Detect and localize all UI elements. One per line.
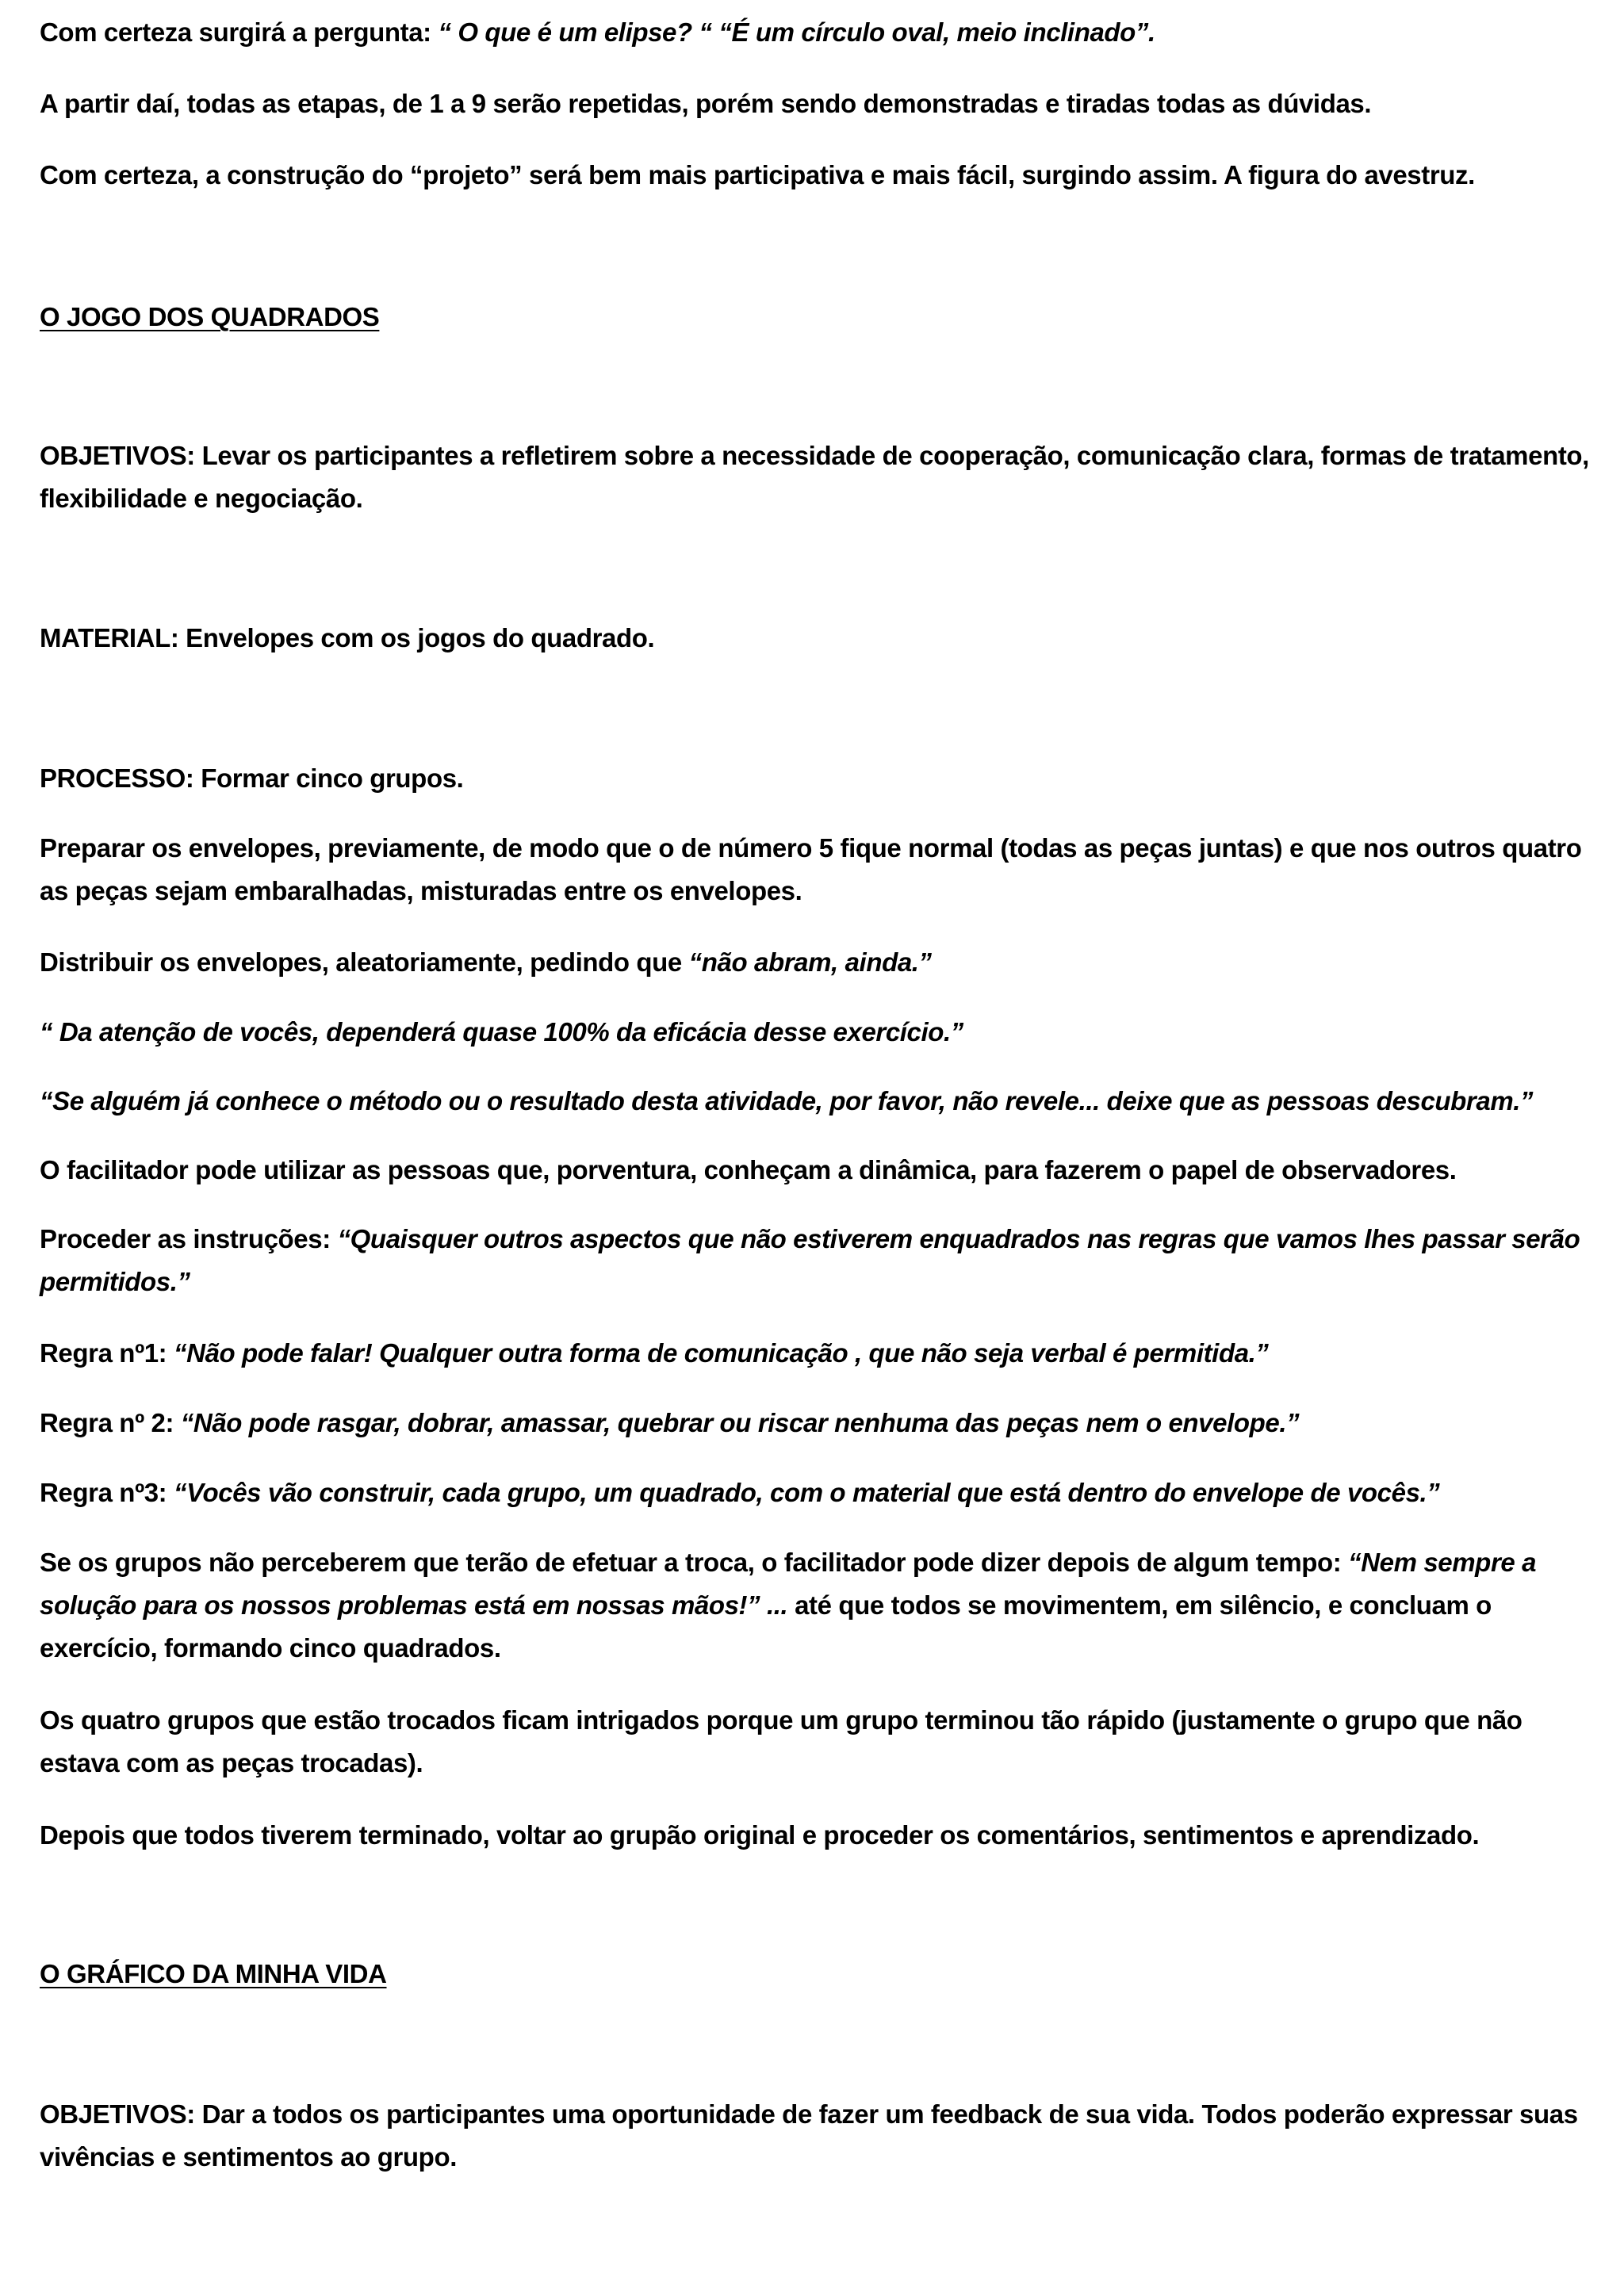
jogo-regra-2 xyxy=(40,1402,1594,1445)
jogo-atencao-quote: “ Da atenção de vocês, dependerá quase 100% da eficácia desse exercício.” xyxy=(40,1017,963,1047)
jogo-preparar: Preparar os envelopes, previamente, de modo que o de número 5 fique normal (todas as peças juntas) e que nos outros quatro as peças sejam embaralhadas, misturadas entre os envelopes. xyxy=(40,833,1582,905)
jogo-proceder xyxy=(40,1218,1594,1303)
regra-3-label: Regra nº3: xyxy=(40,1478,174,1507)
grafico-objetivos: OBJETIVOS: Dar a todos os participantes uma oportunidade de fazer um feedback de sua vida. Todos poderão expressar suas vivências e sentimentos ao grupo. xyxy=(40,2099,1578,2172)
jogo-regra-3 xyxy=(40,1471,1594,1514)
intro-quote: “ O que é um elipse? “ “É um círculo oval, meio inclinado”. xyxy=(438,17,1155,47)
proceder-quote: “Quaisquer outros aspectos que não estiverem enquadrados nas regras que vamos lhes passar serão permitidos.” xyxy=(40,1224,1580,1296)
jogo-se-grupos xyxy=(40,1541,1594,1670)
jogo-se-alguem-quote: “Se alguém já conhece o método ou o resultado desta atividade, por favor, não revele... deixe que as pessoas descubram.” xyxy=(40,1086,1534,1115)
jogo-depois: Depois que todos tiverem terminado, voltar ao grupão original e proceder os comentários, sentimentos e aprendizado. xyxy=(40,1820,1480,1850)
intro-paragraph-3: Com certeza, a construção do “projeto” será bem mais participativa e mais fácil, surgindo assim. A figura do avestruz. xyxy=(40,160,1475,189)
distribuir-text: Distribuir os envelopes, aleatoriamente, pedindo que xyxy=(40,947,689,977)
regra-1-text: “Não pode falar! Qualquer outra forma de comunicação , que não seja verbal é permitida.” xyxy=(174,1338,1269,1368)
intro-paragraph-1 xyxy=(40,11,1594,54)
jogo-regra-1 xyxy=(40,1332,1594,1375)
jogo-material: MATERIAL: Envelopes com os jogos do quadrado. xyxy=(40,623,655,652)
distribuir-quote: “não abram, ainda.” xyxy=(688,947,932,977)
jogo-quatro-grupos: Os quatro grupos que estão trocados ficam intrigados porque um grupo terminou tão rápido (justamente o grupo que não estava com as peças trocadas). xyxy=(40,1705,1522,1777)
jogo-objetivos: OBJETIVOS: Levar os participantes a refletirem sobre a necessidade de cooperação, comunicação clara, formas de tratamento, flexibilidade e negociação. xyxy=(40,441,1589,513)
intro-paragraph-2: A partir daí, todas as etapas, de 1 a 9 serão repetidas, porém sendo demonstradas e tiradas todas as dúvidas. xyxy=(40,89,1372,118)
se-grupos-quote: “Nem sempre a solução para os nossos problemas está em nossas mãos!” ... xyxy=(40,1548,1537,1620)
jogo-distribuir xyxy=(40,941,1594,984)
se-grupos-text: Se os grupos não perceberem que terão de efetuar a troca, o facilitador pode dizer depois de algum tempo: xyxy=(40,1548,1349,1577)
se-grupos-text-end: até que todos se movimentem, em silêncio, e concluam o exercício, formando cinco quadrados. xyxy=(40,1590,1492,1663)
regra-1-label: Regra nº1: xyxy=(40,1338,174,1368)
proceder-text: Proceder as instruções: xyxy=(40,1224,338,1253)
jogo-facilitador: O facilitador pode utilizar as pessoas que, porventura, conheçam a dinâmica, para fazerem o papel de observadores. xyxy=(40,1155,1457,1184)
section-heading-grafico: O GRÁFICO DA MINHA VIDA xyxy=(40,1959,387,1988)
regra-3-text: “Vocês vão construir, cada grupo, um quadrado, com o material que está dentro do envelope de vocês.” xyxy=(174,1478,1440,1507)
intro-text: Com certeza surgirá a pergunta: xyxy=(40,17,439,47)
regra-2-text: “Não pode rasgar, dobrar, amassar, quebrar ou riscar nenhuma das peças nem o envelope.” xyxy=(180,1408,1300,1437)
section-heading-jogo: O JOGO DOS QUADRADOS xyxy=(40,302,380,331)
regra-2-label: Regra nº 2: xyxy=(40,1408,181,1437)
jogo-processo: PROCESSO: Formar cinco grupos. xyxy=(40,763,464,793)
